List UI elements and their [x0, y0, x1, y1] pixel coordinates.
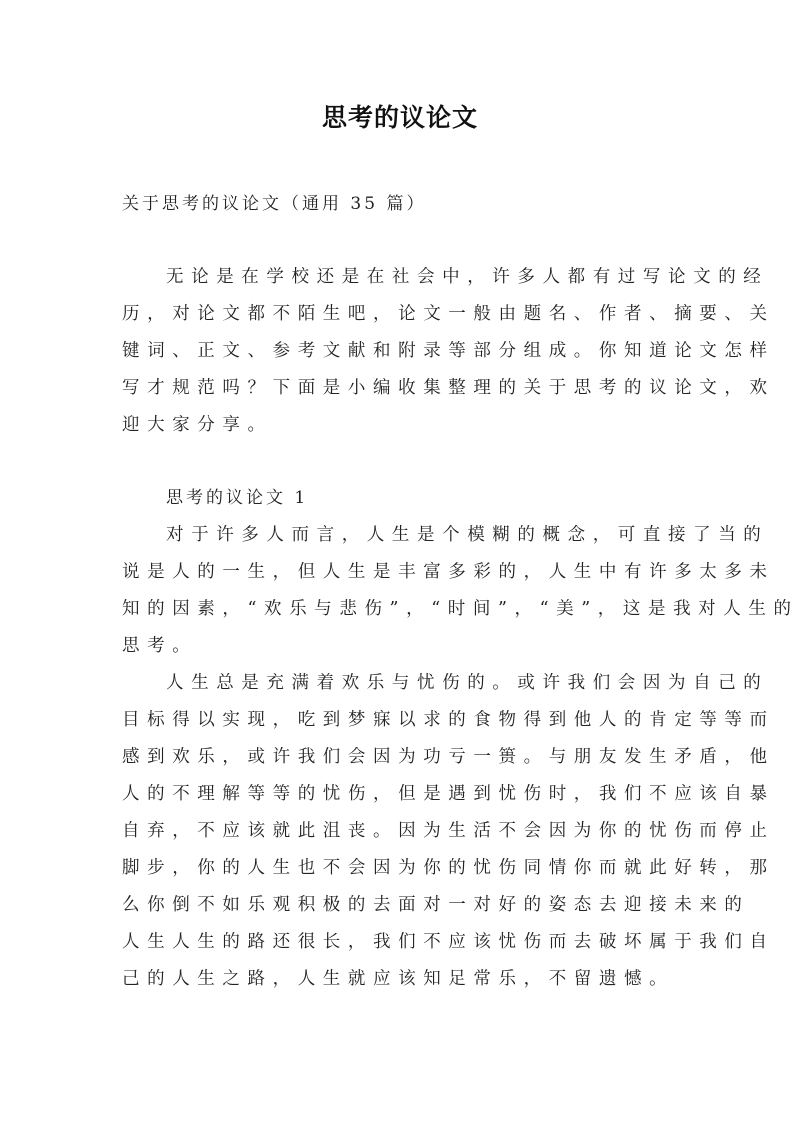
document-title: 思考的议论文	[321, 103, 478, 132]
paragraph-line: 脚步，你的人生也不会因为你的忧伤同情你而就此好转，那	[122, 857, 775, 878]
paragraph-line: 己的人生之路，人生就应该知足常乐，不留遗憾。	[122, 968, 675, 989]
paragraph-line: 写才规范吗？下面是小编收集整理的关于思考的议论文，欢	[122, 377, 775, 398]
paragraph-line: 对于许多人而言，人生是个模糊的概念，可直接了当的	[166, 524, 769, 545]
paragraph-line: 历，对论文都不陌生吧，论文一般由题名、作者、摘要、关	[122, 303, 775, 324]
paragraph-line: 无论是在学校还是在社会中，许多人都有过写论文的经	[166, 266, 769, 287]
paragraph-line: 迎大家分享。	[122, 414, 273, 435]
paragraph-line: 人的不理解等等的忧伤，但是遇到忧伤时，我们不应该自暴	[122, 783, 775, 804]
paragraph-line: 感到欢乐，或许我们会因为功亏一篑。与朋友发生矛盾，他	[122, 746, 775, 767]
paragraph-line: 自弃，不应该就此沮丧。因为生活不会因为你的忧伤而停止	[122, 820, 775, 841]
paragraph-line: 键词、正文、参考文献和附录等部分组成。你知道论文怎样	[122, 340, 775, 361]
paragraph-line: 么你倒不如乐观积极的去面对一对好的姿态去迎接未来的	[122, 894, 750, 915]
paragraph-line: 人生总是充满着欢乐与忧伤的。或许我们会因为自己的	[166, 672, 769, 693]
paragraph-line: 人生人生的路还很长，我们不应该忧伤而去破坏属于我们自	[122, 931, 775, 952]
paragraph-line: 知的因素，“欢乐与悲伤”，“时间”，“美”，这是我对人生的	[122, 598, 799, 619]
essay-1	[122, 480, 799, 998]
intro-paragraph	[122, 259, 775, 444]
section-heading: 思考的议论文 1	[166, 487, 309, 508]
paragraph-line: 目标得以实现，吃到梦寐以求的食物得到他人的肯定等等而	[122, 709, 775, 730]
paragraph-line: 说是人的一生，但人生是丰富多彩的，人生中有许多太多未	[122, 561, 775, 582]
document-subtitle: 关于思考的议论文（通用 35 篇）	[122, 194, 427, 214]
paragraph-line: 思考。	[122, 635, 198, 656]
